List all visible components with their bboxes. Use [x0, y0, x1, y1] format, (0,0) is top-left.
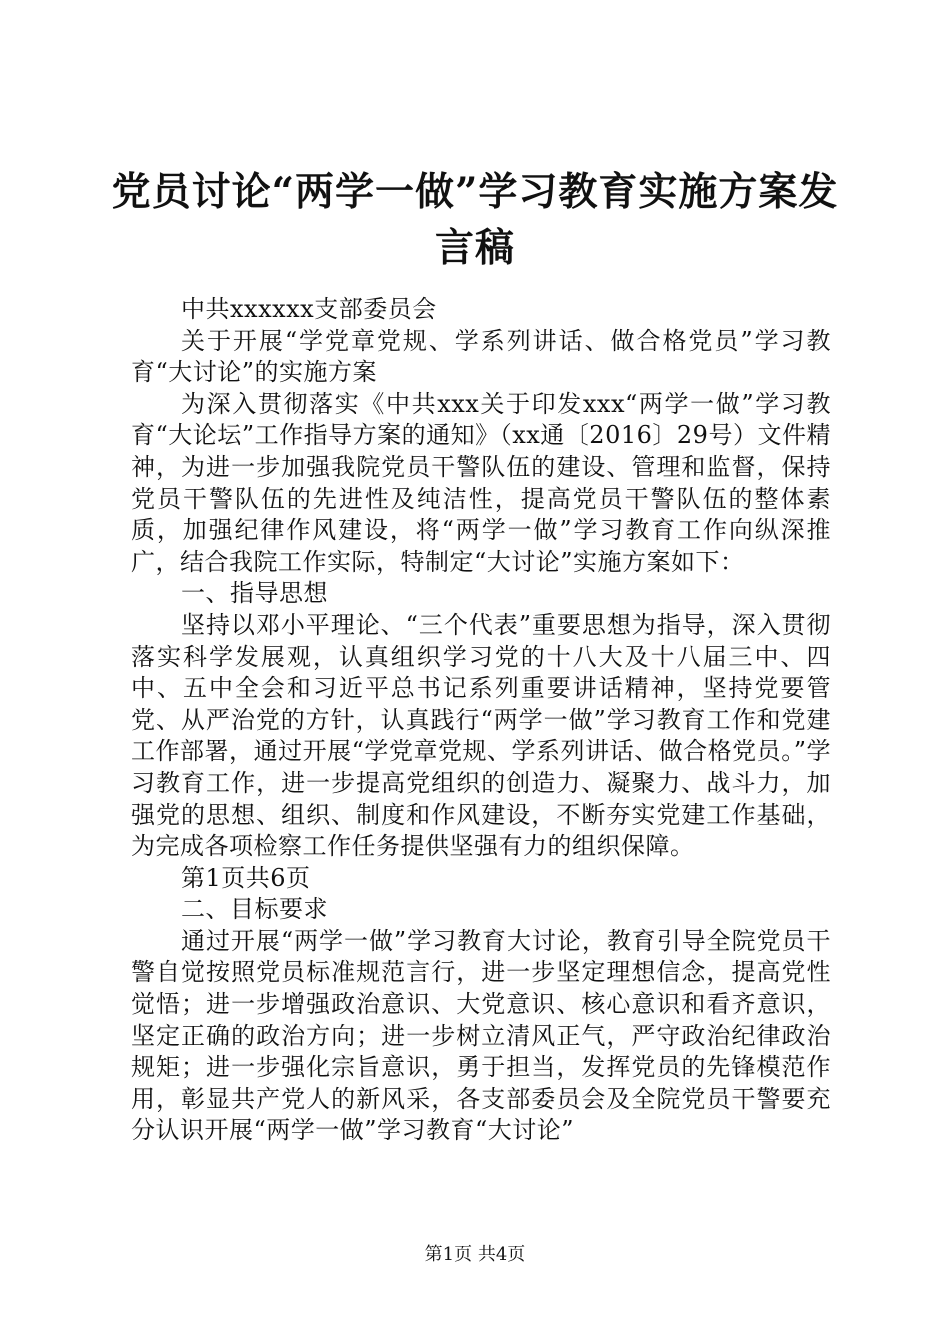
paragraph-org: 中共xxxxxx支部委员会: [181, 295, 437, 323]
section-heading-1: 一、指导思想: [181, 579, 328, 608]
inline-page-marker: 第1页共6页: [181, 863, 311, 892]
paragraph-subtitle: 关于开展“学党章党规、学系列讲话、做合格党员”学习教育“大讨论”的实施方案: [131, 326, 831, 387]
paragraph-goals: 通过开展“两学一做”学习教育大讨论，教育引导全院党员干警自觉按照党员标准规范言行，进一步坚定理想信念，提高党性觉悟；进一步增强政治意识、大党意识、核心意识和看齐意识，坚定正确的政治方向；进一步树立清风正气，严守政治纪律政治规矩；进一步强化宗旨意识，勇于担当，发挥党员的先锋模范作用，彰显共产党人的新风采，各支部委员会及全院党员干警要充分认识开展“两学一做”学习教育“大讨论”: [131, 926, 831, 1145]
paragraph-intro: 为深入贯彻落实《中共xxx关于印发xxx“两学一做”学习教育“大论坛”工作指导方案的通知》（xx通〔2016〕29号）文件精神，为进一步加强我院党员干警队伍的建设、管理和监督，保持党员干警队伍的先进性及纯洁性，提高党员干警队伍的整体素质，加强纪律作风建设，将“两学一做”学习教育工作向纵深推广，结合我院工作实际，特制定“大讨论”实施方案如下：: [131, 389, 831, 576]
document-title: 党员讨论“两学一做”学习教育实施方案发言稿: [111, 169, 839, 271]
paragraph-guiding-ideology: 坚持以邓小平理论、“三个代表”重要思想为指导，深入贯彻落实科学发展观，认真组织学习党的十八大及十八届三中、四中、五中全会和习近平总书记系列重要讲话精神，坚持党要管党、从严治党的方针，认真践行“两学一做”学习教育工作和党建工作部署，通过开展“学党章党规、学系列讲话、做合格党员。”学习教育工作，进一步提高党组织的创造力、凝聚力、战斗力，加强党的思想、组织、制度和作风建设，不断夯实党建工作基础，为完成各项检察工作任务提供坚强有力的组织保障。: [131, 610, 831, 861]
document-body: [131, 294, 831, 1147]
section-heading-2: 二、目标要求: [181, 895, 328, 924]
page-footer: 第1页 共4页: [424, 1244, 526, 1265]
